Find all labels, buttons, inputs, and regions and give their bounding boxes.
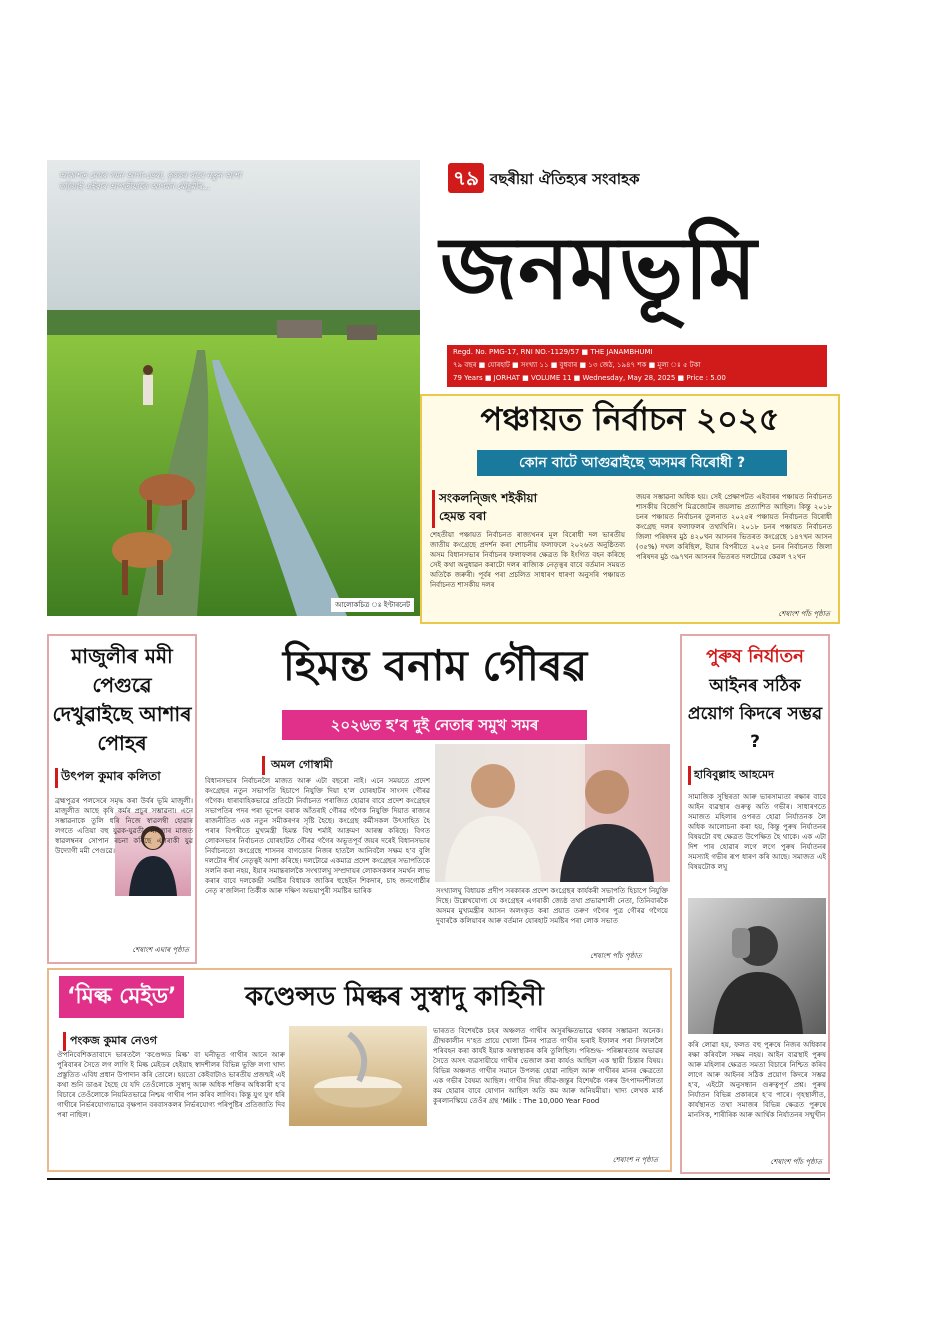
milk-continued: শেষাংশ ন পৃষ্ঠাত <box>612 1156 658 1164</box>
milk-headline: কণ্ডেন্সড মিল্কৰ সুস্বাদু কাহিনী <box>245 982 544 1012</box>
lead-headline: পঞ্চায়ত নিৰ্বাচন ২০২৫ <box>480 400 780 438</box>
right-body-top: সামাজিক সুস্থিৰতা আৰু ভাৰসাম্যতা ৰক্ষাৰ বাবে আইন ব্যৱস্থাৰ গুৰুত্ব অতি গভীৰ। সাধাৰণতে সমাজত মহিলাৰ ওপৰত হোৱা নিৰ্যাতনক লৈ অধিক আলোচনা কৰা হয়, কিন্তু পুৰুষ নিৰ্যাতনৰ বিষয়টো বহু ক্ষেত্ৰত উপেক্ষিত হৈ থাকে। এক এটা দিশ পাৰ হোৱাৰ লগে লগে পুৰুষ নিৰ্যাতনৰ সমস্যাই গভীৰ ৰূপ ধাৰণ কৰি আছে। সমাজত এই বিষয়টোক লঘু <box>688 793 826 871</box>
left-headline: মাজুলীৰ মমী পেগুৱে দেখুৱাইছে আশাৰ পোহৰ <box>52 644 192 755</box>
center-headline: হিমন্ত বনাম গৌৰৱ <box>282 641 588 690</box>
right-continued: শেষাংশ পাঁচ পৃষ্ঠাত <box>770 1158 822 1166</box>
milk-photo <box>289 1026 427 1126</box>
lead-continued: শেষাংশ পাঁচ পৃষ্ঠাত <box>778 610 830 618</box>
distressed-man-illustration <box>688 898 826 1034</box>
left-story <box>47 634 197 964</box>
years-number: ৭৯ <box>453 166 479 190</box>
cover-photo <box>47 160 420 616</box>
milk-byline: পংকজ কুমাৰ নেওগ <box>63 1032 157 1051</box>
masthead-info-bar <box>447 345 827 387</box>
center-body-left: বিধানসভাৰ নিৰ্বাচনলৈ মাজত আৰু এটা বছৰো নাই। এনে সময়তে প্ৰদেশ কংগ্ৰেছৰ নতুন সভাপতি হিচাপে নিযুক্তি দিয়া হ’ল যোৰহাটৰ সাংসদ গৌৰৱ গগৈক। ধাৰাবাহিকভাৱে প্ৰতিটো নিৰ্বাচনত পৰাজিত হোৱাৰ বাবে প্ৰদেশ কংগ্ৰেছৰ সভাপতিৰ পদৰ পৰা ভূপেন বৰাক আঁতৰাই গৌৰৱ গগৈক নিযুক্তি দিয়াত ৰাজ্যৰ ৰাজনীতিত এক নতুন সমীকৰণৰ সৃষ্টি হৈছে। কংগ্ৰেছ কৰ্মীসকল উৎসাহিত হৈ পৰাৰ বিপৰীতে মুখ্যমন্ত্ৰী হিমন্ত বিশ্ব শৰ্মাই আক্ৰমণ আৰম্ভ কৰিছে। বিগত লোকসভাৰ নিৰ্বাচনত যোৰহাটত গৌৰৱ গগৈৰ অভূতপূৰ্ব জয়ৰ দৰেই বিধানসভাৰ নিৰ্বাচনতো কংগ্ৰেছে শাসনৰ বাগডোৰ নিজৰ হাতলৈ আনিবলৈ সক্ষম হ’ব বুলি দলটোৰ শীৰ্ষ নেতৃত্বই আশা কৰিছে। দলটোৱে একমাত্ৰ প্ৰদেশ কংগ্ৰেছৰ সভাপতিকে সলনি কৰা নহয়, ইয়াৰ সমান্তৰালকৈ সংখ্যালঘু সম্প্ৰদায়ৰ লোকসকলৰ সমৰ্থন লাভ কৰাৰ বাবে দলকেন্দ্ৰী সমষ্টিৰ বিধায়ক জাকিৰ হুছেইন শিকদাৰ, চাহ জনগোষ্ঠীৰ নেতৃ ৰ’জলিনা তিৰ্কীক আৰু দক্ষিণ অভয়াপুৰী সমষ্টিৰ ভাৰিক <box>205 777 430 895</box>
right-byline: হাবিবুল্লাহ আহমেদ <box>688 766 774 785</box>
lead-story <box>420 394 840 624</box>
date-line-english: 79 Years ■ JORHAT ■ VOLUME 11 ■ Wednesday, May 28, 2025 ■ Price : 5.00 <box>453 374 726 382</box>
condensed-milk-cup-illustration <box>289 1026 427 1126</box>
milk-headline-quote: ‘মিল্ক মেইড’ <box>59 976 184 1018</box>
right-headline: আইনৰ সঠিক প্ৰয়োগ কিদৰে সম্ভৱ ? <box>687 676 823 752</box>
lead-subhead: কোন বাটে আগুৱাইছে অসমৰ বিৰোধী ? <box>477 450 787 476</box>
right-body-bottom: কৰি লোৱা হয়, ফলত বহু পুৰুষে নিজৰ অধিকাৰ ৰক্ষা কৰিবলৈ সক্ষম নহয়। আইন ব্যৱস্থাই পুৰুষ আৰু মহিলাৰ ক্ষেত্ৰত সমতা বিচাৰে নিশ্চিত কৰিব লাগে আৰু আইনৰ সঠিক প্ৰয়োগ কিদৰে সম্ভৱ হ’ব, এইটো অনুসন্ধান গুৰুত্বপূৰ্ণ প্ৰশ্ন। পুৰুষ নিৰ্যাতন বিভিন্ন প্ৰকাৰৰে হ’ব পাৰে। গৃহস্থালীত, কাৰ্যস্থানত তথা সমাজৰ বিভিন্ন ক্ষেত্ৰত পুৰুষে মানসিক, শাৰীৰিক আৰু আৰ্থিক নিৰ্যাতনৰ সন্মুখীন <box>688 1041 826 1119</box>
newspaper-logo: জনমভূমি <box>440 219 758 319</box>
milk-story <box>47 968 672 1172</box>
right-story <box>680 634 830 1174</box>
lead-byline-2: হেমন্ত বৰা <box>432 508 486 528</box>
lead-byline-1: সংকলন্জিৎ শইকীয়া <box>432 490 537 510</box>
milk-body-right: ভাৰতত বিশেষকৈ চহৰ অঞ্চলত গাখীৰ অসুৰক্ষিতভাৱে থকাৰ সম্ভাৱনা অনেক। গ্ৰীষ্মকালীন দ’হত প্ৰায়ে খোলা টিনৰ পাত্ৰত গাখীৰ ভৰাই ইফালৰ পৰা সিফাললৈ পৰিবহন কৰা কাৰ্যই ইয়াক অস্বাস্থ্যকৰ কৰি তুলিছিল। পৰিশুদ্ধ- পৰিষ্কাৰতাৰ অভাৱৰ সৈতে অসৎ ব্যৱসায়ীয়ে গাখীৰ ভেজাল কৰা কাৰ্যও আছিল এক স্থায়ী চিন্তাৰ বিষয়। বিভিন্ন অঞ্চলত গাখীৰ সমানে উপলব্ধ হোৱা নাছিল আৰু গাখীৰৰ মানৰ ক্ষেত্ৰতো এক গভীৰ বৈষম্য আছিল। গাখীৰ দিয়া জীৱ-জন্তুৰ বিশেষকৈ গৰুৰ উৎপাদনশীলতা কম হোৱাৰ বাবে যোগান আছিল অতি কম আৰু অনিয়মীয়া। খাদ্য লেখক মাৰ্ক কুৰলানস্কিয়ে তেওঁৰ গ্ৰন্থ ‘Milk : The 10,000 Year Food <box>433 1027 663 1105</box>
photo-caption: আকাশত মেঘৰ সমন আগা-ডেৰা, কৃষকৰ বাবে নতুন আশা কঢ়িয়াই এইবাৰ আগতীয়াকৈ আগমন মৌচুমীৰ... <box>59 171 242 191</box>
leaders-illustration <box>435 744 670 882</box>
masthead-tagline: বছৰীয়া ঐতিহ্যৰ সংবাহক <box>490 170 640 188</box>
lead-body-right: জয়ৰ সম্ভাৱনা অধিক হয়। সেই প্ৰেক্ষাপটত এইবাৰৰ পঞ্চায়ত নিৰ্বাচনত শাসকীয় বিজেপি মিত্ৰজোটৰ জয়লাভ প্ৰত্যাশিত আছিল। কিন্তু ২০১৮ চনৰ পঞ্চায়ত নিৰ্বাচনৰ তুলনাত ২০২৫ৰ পঞ্চায়ত নিৰ্বাচনত বিৰোধী কংগ্ৰেছ দলৰ ফলাফলৰ তথ্যখিনি। ২০১৮ চনৰ পঞ্চায়ত নিৰ্বাচনত জিলা পৰিষদৰ মুঠ ৪২০খন আসনৰ ভিতৰত কংগ্ৰেছে ১৪৭খন আসন (৩৫%) দখল কৰিছিল, ইয়াৰ বিপৰীতে ২০২৫ চনৰ নিৰ্বাচনত জিলা পৰিষদৰ মুঠ ৩৯৭খন আসনৰ ভিতৰত দলটোৱে কেৱল ৭২খন <box>636 493 832 561</box>
left-body: ব্ৰহ্মপুত্ৰৰ পলসেৰে সমৃদ্ধ কৰা উৰ্বৰ ভূমি মাজুলী। মাজুলীত আছে কৃষি কৰ্মৰ প্ৰচুৰ সম্ভাৱনা। এনে সম্ভাৱনাকে তুলি ধৰি নিজে স্বাৱলম্বী হোৱাৰ লগতে এতিয়া বহু যুৱক-যুৱতী, মহিলাৰ মাজত স্বাৱলম্বনৰ সোপান ৰচনা কৰিছে এগৰাকী যুৱ উদ্যোগী মমী পেগুৱে। <box>55 797 193 855</box>
photo-credit: আলোকচিত্ৰ ঃ ইণ্টাৰনেট <box>331 598 414 612</box>
center-body-right: সংখ্যালঘু বিধায়ক প্ৰদীপ সৰকাৰক প্ৰদেশ কংগ্ৰেছৰ কাৰ্যকৰী সভাপতি হিচাপে নিযুক্তি দিছে। উল্লেখযোগ্য যে কংগ্ৰেছৰ এগৰাকী জ্যেষ্ঠ তথা প্ৰভাৱশালী নেতা, তিনিবাৰকৈ অসমৰ মুখ্যমন্ত্ৰীৰ আসন অলংকৃত কৰা প্ৰয়াত তৰুণ গগৈৰ পুত্ৰ গৌৰৱ গগৈয়ে দুবাৰকৈ কলিয়াবৰ আৰু বৰ্তমান যোৰহাট সমষ্টিৰ পৰা লোক সভাত <box>436 887 668 925</box>
regd-line: Regd. No. PMG-17, RNI NO.-1129/57 ■ THE JANAMBHUMI <box>453 348 653 356</box>
center-continued: শেষাংশ পাঁচ পৃষ্ঠাত <box>590 952 642 960</box>
right-kicker: পুৰুষ নিৰ্যাতন <box>706 646 804 667</box>
sad-man-photo <box>688 898 826 1034</box>
leaders-photo <box>435 744 670 882</box>
left-continued: শেষাংশ এঘাৰ পৃষ্ঠাত <box>132 946 189 954</box>
years-badge <box>448 163 484 193</box>
left-byline: উৎপল কুমাৰ কলিতা <box>55 768 161 788</box>
center-byline: অমল গোস্বামী <box>262 756 333 775</box>
milk-body-left: ঔপনিবেশিকতাবাদে ভাৰতলৈ ‘কণ্ডেন্সড মিল্ক’ বা ঘনীভূত গাখীৰ আনে আৰু পুৰিবাৰৰ সৈতে লগ লাগি ই মিল্ক মেইডৰ হেইয়াহ স্বাদশীলৰ বিভিন্ন ভুক্তি লগা খাদ্য প্ৰস্তুতিত এবিধ প্ৰধান উপাদান কৰি তোলে। হয়তো কেইবাটাও ভাৰতীয় প্ৰজন্মই এই কথা শুনি ডাঙৰ হৈছে যে যদি তেওঁলোকে সুস্বাদু আৰু অধিক শক্তিৰ অধিকাৰী হ’ব বিচাৰে তেওঁলোকে নিয়মিতভাৱে নিশ্চয় গাখীৰ পান কৰিব লাগিব। কিন্তু যুগ যুগ ধৰি গাখীৰে নিৰ্ভৰযোগ্যভাৱে বৃক্ষপান বৰবাসকলৰ নিৰ্ভৰযোগ্য পৰিপুষ্টিৰ প্ৰতিজাতি দিব পৰা নাছিল। <box>57 1051 285 1119</box>
center-subhead: ২০২৬ত হ’ব দুই নেতাৰ সমুখ সমৰ <box>282 710 587 740</box>
date-line-assamese: ৭৯ বছৰ ■ যোৰহাট ■ সংখ্যা ১১ ■ বুধবাৰ ■ ১৩ জেঠ, ১৯৪৭ শক ■ মূল্য ঃ ৫ টকা <box>453 361 701 369</box>
bottom-rule <box>47 1178 830 1180</box>
lead-body-left: শেহতীয়া পঞ্চায়ত নিৰ্বাচনত ৰাজ্যখনৰ মূল বিৰোধী দল ভাৰতীয় জাতীয় কংগ্ৰেছে প্ৰদৰ্শন কৰা শোচনীয় ফলাফলে ২০২৬ত অনুষ্ঠিতব্য অসম বিধানসভাৰ নিৰ্বাচনৰ ফলাফলৰ ক্ষেত্ৰত কি ইংগিত বহন কৰিছে সেই কথা অনুধাৱন কৰাটো দলৰ ৰাজ্যিক নেতৃত্বৰ বাবে বৰ্তমান সময়ত অতিকৈ জৰুৰী। পূৰ্বৰ পৰা প্ৰচলিত সাধাৰণ ধাৰণা অনুসৰি পঞ্চায়ত নিৰ্বাচনত শাসকীয় দলৰ <box>430 531 625 589</box>
rice-field-illustration <box>47 160 420 616</box>
